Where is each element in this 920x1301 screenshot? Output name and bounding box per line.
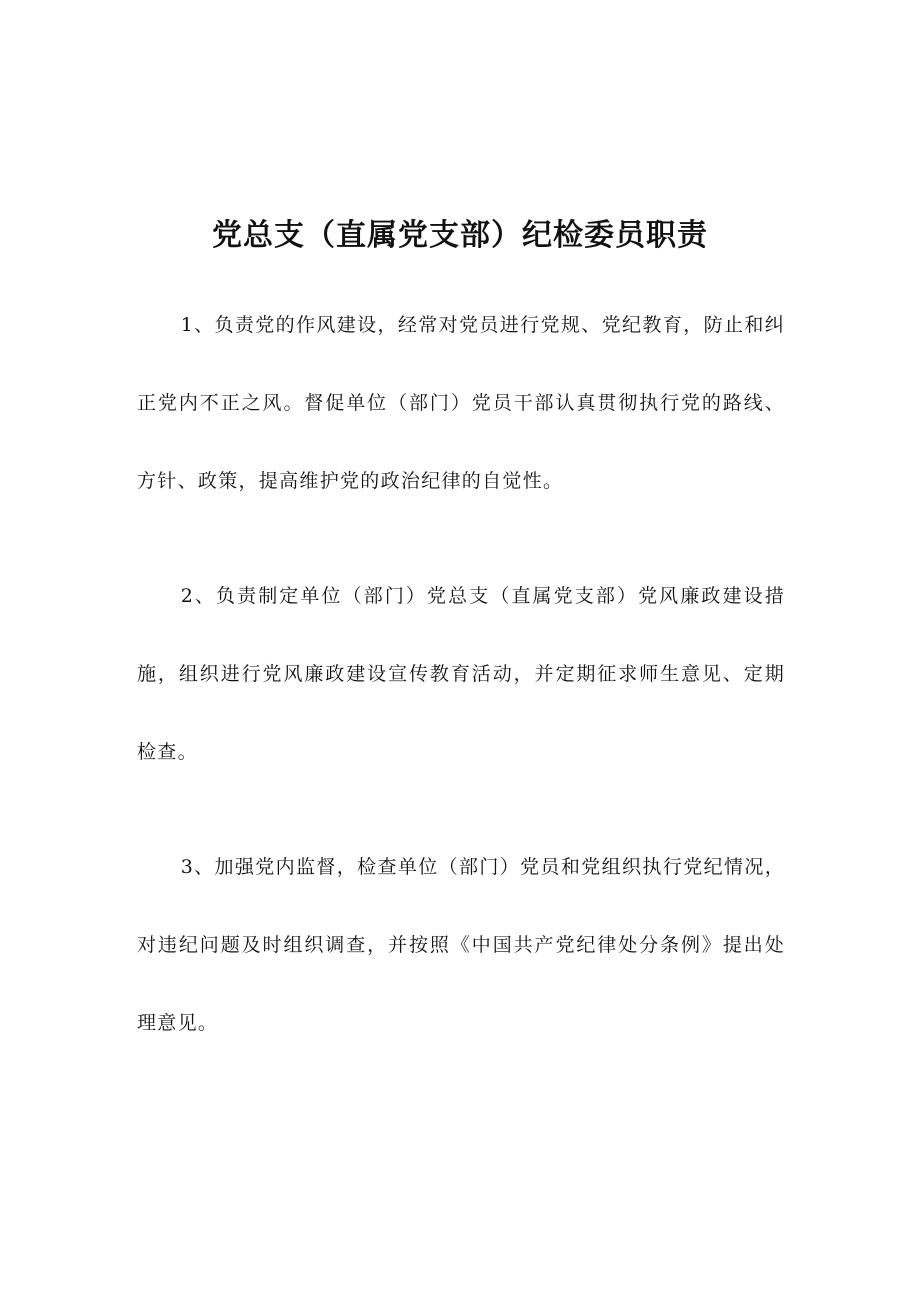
duty-paragraph-1: 1、负责党的作风建设，经常对党员进行党规、党纪教育，防止和纠正党内不正之风。督促单位（部门）党员干部认真贯彻执行党的路线、方针、政策，提高维护党的政治纪律的自觉性。 — [137, 314, 785, 492]
document-body — [137, 286, 785, 1099]
duty-paragraph-2: 2、负责制定单位（部门）党总支（直属党支部）党风廉政建设措施，组织进行党风廉政建设宣传教育活动，并定期征求师生意见、定期检查。 — [137, 585, 785, 763]
document-title: 党总支（直属党支部）纪检委员职责 — [212, 218, 708, 253]
duty-paragraph-3: 3、加强党内监督，检查单位（部门）党员和党组织执行党纪情况，对违纪问题及时组织调查，并按照《中国共产党纪律处分条例》提出处理意见。 — [137, 856, 785, 1034]
